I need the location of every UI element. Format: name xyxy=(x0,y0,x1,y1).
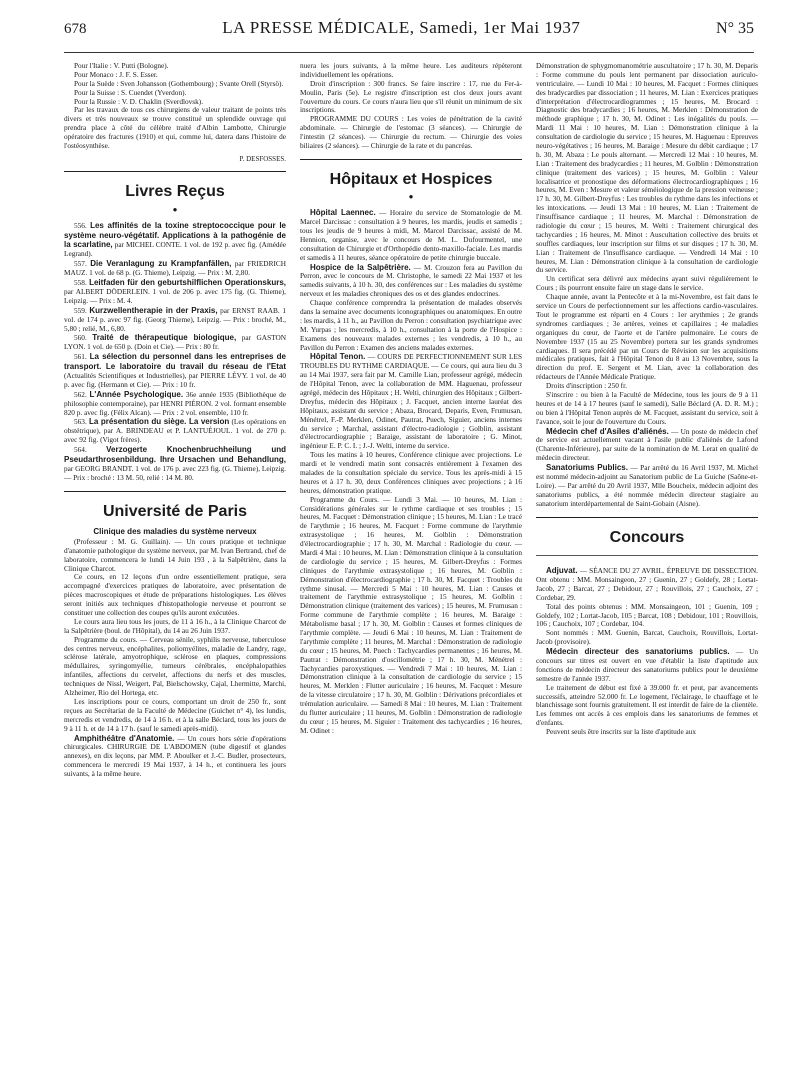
book-title: Leitfaden für den geburtshilflichen Operationskurs, xyxy=(89,278,286,288)
adjuvat-paragraph xyxy=(536,566,758,603)
book-entry xyxy=(64,333,286,352)
section-title-livres: Livres Reçus xyxy=(125,183,225,201)
sanadir-paragraph xyxy=(536,647,758,684)
paragraph: PROGRAMME DU COURS : Les voies de pénétration de la cavité abdominale. — Chirurgie de l'estomac (3 séances). — Chirurgie de l'intestin (2 séances). — Chirurgie du rectum. — Chirurgie des voies biliaires (2 séances). — Chirurgie de la rate et du pancréas. xyxy=(300,114,522,151)
book-title: Traité de thérapeutique biologique, xyxy=(92,333,237,343)
sanatoriums-heading: Sanatoriums Publics. xyxy=(546,463,628,473)
book-entry xyxy=(64,445,286,483)
asiles-heading: Médecin chef d'Asiles d'aliénés. xyxy=(546,426,669,436)
book-title: Kurzwellentherapie in der Praxis, xyxy=(89,305,218,315)
salpetriere-paragraph xyxy=(300,263,522,300)
book-title: Die Veranlagung zu Krampfanfällen, xyxy=(90,259,232,269)
laennec-paragraph xyxy=(300,208,522,262)
paragraph: S'inscrire : ou bien à la Faculté de Médecine, tous les jours de 9 à 11 heures et de 14 à 17 heures (sauf le samedi), Salle Béclard (A. D. R. M.) ; ou bien à l'Hôpital Tenon auprès de M. Facquet, assistant du service, soit à l'avance, soit le jour de l'ouverture du Cours. xyxy=(536,389,758,426)
section-divider xyxy=(536,555,758,556)
book-details: par ERNST RAAB. 1 vol. de 174 p. avec 97 fig. (Georg Thieme), Leipzig. — Prix : broché, M., 5,80 ; relié, M., 6,80. xyxy=(64,305,287,333)
paragraph: Droits d'inscription : 250 fr. xyxy=(546,381,627,391)
column-3 xyxy=(536,62,758,737)
amphi-heading: Amphithéâtre d'Anatomie. xyxy=(74,733,175,743)
section-divider xyxy=(64,491,286,492)
book-number: 564. xyxy=(74,445,87,455)
book-title: Verzogerte Knochenbruchheilung und Pseudarthrosenbildung. Ihre Ursachen und Behandlung, xyxy=(64,445,286,464)
book-title: L'Année Psychologique. xyxy=(89,389,184,399)
bullet-ornament: ● xyxy=(172,204,178,214)
clinique-paragraph: Le cours aura lieu tous les jours, de 11 à 16 h., à la Clinique Charcot de la Salpêtrière (boul. de l'Hôpital), du 14 au 26 Juin 1937. xyxy=(64,616,286,635)
section-title-universite: Université de Paris xyxy=(102,502,248,520)
paragraph: Le traitement de début est fixé à 39.000 fr. et peut, par avancements successifs, atteindre 52.000 fr. Le logement, l'éclairage, le chauffage et le blanchissage sont fournis gratuitement. Il est interdit de faire de la clientèle. Les femmes ont accès à ces emplois dans les sanatoriums de femmes et d'enfants. xyxy=(536,682,758,728)
book-details: par ALBERT DÖDERLEIN. 1 vol. de 206 p. avec 175 fig. (G. Thieme), Leipzig. — Prix : M. 4. xyxy=(64,286,286,305)
bullet-ornament: ● xyxy=(408,192,414,202)
tenon-heading: Hôpital Tenon. xyxy=(310,352,366,362)
tenon-text: — COURS DE PERFECTIONNEMENT SUR LES TROUBLES DU RYTHME CARDIAQUE. — Ce cours, qui aura lieu du 3 au 14 Mai 1937, sera fait par M. Camille Lian, professeur agrégé, médecin de l'Hôpital Tenon, avec la collaboration de MM. Haguenau, professeur agrégé, médecin des Hôpitaux ; H. Welti, chirurgien des Hôpitaux ; Gilbert-Dreyfus, médecin des Hôpitaux ; J. Facquet, ancien interne lauréat des Hôpitaux, assistant du service ; Abaza, Brocard, Deparis, Even, Frumusan, Ménétrel, F.-P. Merklen, Odinet, Pautrat, Puech, Siguier, anciens internes du service ; Marchal, assistant d'électro-radiologie ; Golblin, assistant d'électrocardiographie ; Baraige, assistant de laboratoire ; G. Minot, ingénieur E. P. C. I. ; J.-J. Welti, interne du service. xyxy=(300,352,522,451)
sanadir-text: — Un concours sur titres est ouvert en vue d'établir la liste d'aptitude aux fonctions de médecin directeur des sanatoriums publics pour le deuxième semestre de l'année 1937. xyxy=(536,647,758,683)
adjuvat-heading: Adjuvat. xyxy=(546,566,578,576)
journal-title: LA PRESSE MÉDICALE, Samedi, 1er Mai 1937 xyxy=(222,18,581,37)
column-2 xyxy=(300,62,522,736)
amphi-text: — Un cours hors série d'opérations chirurgicales. CHIRURGIE DE L'ABDOMEN (tube digestif et glandes annexes), en dix leçons, par MM. P. Aboulker et J.-C. Budler, prosecteurs, commencera le mercredi 19 Mai 1937, à 14 h., et continuera les jours suivants, à la même heure. xyxy=(64,733,287,779)
sanadir-heading: Médecin directeur des sanatoriums publics. xyxy=(546,647,730,657)
book-entry xyxy=(64,417,286,445)
intro-line: Pour la Suède : Sven Johansson (Gothembourg) ; Svante Orell (Styrsö). xyxy=(74,78,284,88)
book-number: 557. xyxy=(74,259,87,269)
book-title: Les affinités de la toxine streptococcique pour le système neuro-végétatif. Applications à la pathogénie de la scarlatine, xyxy=(64,220,286,250)
section-divider xyxy=(300,159,522,160)
section-title-concours: Concours xyxy=(609,528,685,546)
issue-number: N° 35 xyxy=(716,20,754,37)
laennec-text: — Horaire du service de Stomatologie de M. Marcel Darcissac : consultation à 9 heures, les mardis, jeudis et samedis ; tous les jeudis de 9 heures à midi, M. Marcel Darcissac, assisté de M. Hennion, organise, avec le concours de M. L. Dufourmentel, une consultation de Chirurgie et d'Orthopédie dento-maxillo-faciale. Les mardis et samedis à 11 heures, séance opératoire de petite chirurgie buccale. xyxy=(300,208,523,262)
book-details: par FRIEDRICH MAUZ. 1 vol. de 68 p. (G. Thieme), Leipzig. — Prix : M. 2,80. xyxy=(64,259,287,278)
clinique-paragraph: Les inscriptions pour ce cours, comportant un droit de 250 fr., sont reçues au Secrétariat de la Faculté de Médecine (Guichet n° 4), les lundis, mercredis et vendredis, de 14 à 16 h. et à la salle Béclard, tous les jours de 9 à 11 h. et de 14 à 17 h. (sauf le samedi après-midi). xyxy=(64,696,286,733)
book-details: (Les opérations en obstétrique), par A. BRINDEAU et P. LANTUÉJOUL. 1 vol. de 270 p. avec 92 fig. (Vigot frères). xyxy=(64,417,286,445)
book-entry xyxy=(64,278,286,306)
clinique-paragraph: Ce cours, en 12 leçons d'un ordre essentiellement pratique, sera accompagné d'exercices pratiques de laboratoire, avec présentation de pièces macroscopiques et étude de préparations histologiques. Les élèves seront initiés aux techniques d'histopathologie nerveuse et pourront se constituer une collection des coupes qu'ils auront exécutées. xyxy=(64,572,286,618)
book-title: La sélection du personnel dans les entreprises de transport. Le laboratoire du travail du réseau de l'Etat xyxy=(64,352,287,372)
paragraph: Peuvent seuls être inscrits sur la liste d'aptitude aux xyxy=(546,727,697,737)
intro-line: Pour la Russie : V. D. Chaklin (Sverdlovsk). xyxy=(74,96,204,106)
book-entry xyxy=(64,259,286,278)
tenon-paragraph xyxy=(300,352,522,451)
book-entry xyxy=(64,352,286,390)
section-divider xyxy=(64,171,286,172)
page-header xyxy=(64,18,754,53)
book-number: 562. xyxy=(74,389,87,399)
sanatoriums-paragraph xyxy=(536,463,758,508)
book-number: 556. xyxy=(74,220,87,230)
salpetriere-heading: Hospice de la Salpêtrière. xyxy=(310,262,411,272)
sanatoriums-text: — Par arrêté du 16 Avril 1937, M. Michel est nommé médecin-adjoint au Sanatorium public de La Guiche (Saône-et-Loire). — Par arrêté du 20 Avril 1937, Mlle Boucheix, médecin adjoint des sanatoriums publics, a été nommée médecin directeur stagiaire au sanatorium interdépartemental de Saint-Gobain (Aisne). xyxy=(536,463,759,508)
paragraph: Un certificat sera délivré aux médecins ayant suivi régulièrement le Cours ; ils pourront ensuite faire un stage dans le service. xyxy=(536,274,758,293)
paragraph: Chaque conférence comprendra la présentation de malades observés dans la semaine avec documents iconographiques ou anatomiques. En outre : les mardis, à 11 h., au Pavillon du Perron : consultation psychiatrique avec M. Yurpas ; les mercredis, à 10 h., consultation à la porte de l'Hospice : Examens des nouveaux malades externes ; les vendredis, à 10 h., au Pavillon du Perron : Examen des anciens malades externes. xyxy=(300,298,522,352)
book-details: 36e année 1935 (Bibliothèque de philosophie contemporaine), par HENRI PIÉRON. 2 vol. formant ensemble 820 p. avec fig. (Félix Alcan). — Prix : 2 vol. ensemble, 110 fr. xyxy=(64,389,287,417)
section-divider xyxy=(536,517,758,518)
signature: P. DESFOSSES. xyxy=(239,154,286,163)
paragraph: Total des points obtenus : MM. Monsaingeon, 101 ; Guenin, 109 ; Goldefy, 102 ; Lortat-Jacob, 105 ; Barcat, 108 ; Debidour, 101 ; Rouvillois, 106 ; Cauchoix, 107 ; Cordebar, 104. xyxy=(536,601,758,629)
intro-line: Pour la Suisse : S. Cuendet (Yverdon). xyxy=(74,87,187,97)
paragraph: Programme du Cours. — Lundi 3 Mai. — 10 heures, M. Lian : Considérations générales sur le rythme cardiaque et ses troubles ; 15 heures, M. Facquet : Démonstration clinique ; 15 heures, M. Lian : Le tracé de l'arythmie ; 16 heures, M. Facquet : Forme commune de l'arythmie extrasystolique ; 16 heures, M. Golblin : Démonstration d'électrocardiographie ; 17 h. 30, M. Marchal : Radiologie du cœur. — Mardi 4 Mai : 10 heures, M. Lian : Démonstration clinique à la consultation de cardiologie du service ; 15 heures, M. Gilbert-Dreyfus : Formes cliniques de l'arythmie extrasystolique ; 16 heures, M. Golblin : Démonstration d'électrocardiographie ; 17 h. 30, M. Facquet : Troubles du rythme sinusal. — Mercredi 5 Mai : 10 heures, M. Lian : Causes et traitement de l'arythmie extrasystolique ; 15 heures, M. Golblin : Démonstration clinique (traitement des varices) ; 15 heures, M. Frumusan : Forme commune de l'arythmie complète ; 16 heures, M. Baraige : Métabolisme basal ; 17 h. 30, M. Golblin : Causes et formes cliniques de l'arythmie complète. — Jeudi 6 Mai : 10 heures, M. Lian : Traitement de l'arythmie complète ; 11 heures, M. Marchal : Démonstration de radiologie du cœur ; 15 heures, M. Puech : Tachycardies permanentes ; 16 heures, M. Pautrat : Démonstration d'oscillométrie ; 17 h. 30, M. Ménétrel : Tachycardies paroxystiques. — Vendredi 7 Mai : 10 heures, M. Lian : Démonstration clinique à la consultation de cardiologie du service ; 15 heures, M. Merklen : Flutter auriculaire ; 16 heures, M. Facquet : Mesure de la vitesse circulatoire ; 17 h. 30, M. Golblin : Dérivations précordiales et trémulation auriculaire. — Samedi 8 Mai : 10 heures, M. Lian : Traitement du flutter auriculaire ; 11 heures, M. Golblin : Démonstration de radiologie du cœur ; 15 heures, M. Siguier : Traitement des tachycardies ; 16 heures, M. Odinet : xyxy=(300,494,522,735)
book-entry xyxy=(64,306,286,334)
book-title: La présentation du siège. La version xyxy=(88,417,230,427)
paragraph: Chaque année, avant la Pentecôte et à la mi-Novembre, est fait dans le service un Cours de perfectionnement sur les affections cardio-vasculaires. Tout le programme est réparti en 4 Cours : 1er arythmies ; 2e grands syndromes cardiaques ; 3e artères, veines et capillaires ; 4e maladies organiques du cœur, de l'aorte et de l'artère pulmonaire. Le cours de Novembre 1937 (15 au 25 Novembre) portera sur les grands syndromes cardiaques. Il sera précédé par un Cours de Révision sur les acquisitions médicales pratiques, fait à l'Hôpital Tenon du 8 au 13 Novembre, sous la direction du prof. E. Sergent et M. Lian, avec la collaboration des rédacteurs de l'Année Médicale Pratique. xyxy=(536,292,758,382)
paragraph: Tous les matins à 10 heures, Conférence clinique avec projections. Le mardi et le vendredi matin sont consacrés entièrement à l'examen des malades de la consultation spéciale du service. Tous les après-midi à 15 heures et à 17 h. 30, deux Conférences cliniques avec projections ; à 16 heures, démonstration pratique. xyxy=(300,450,522,495)
salpetriere-text: — M. Crouzon fera au Pavillon du Perron, avec le concours de M. Christophe, le samedi 22 Mai 1937 et les samedis suivants, à 10 h. 30, des conférences sur : Les maladies du système nerveux et les maladies chroniques des os et des glandes endocrines. xyxy=(300,262,523,299)
asiles-paragraph xyxy=(536,427,758,464)
book-list xyxy=(64,221,286,483)
paragraph: Sont nommés : MM. Guenin, Barcat, Cauchoix, Rouvillois, Lortat-Jacob (provisoire). xyxy=(536,628,758,647)
intro-list xyxy=(64,62,286,106)
clinique-paragraph: (Professeur : M. G. Guillain). — Un cours pratique et technique d'anatomie pathologique du système nerveux, par M. Ivan Bertrand, chef de laboratoire, commencera le lundi 14 Juin 193 , à la Salpêtrière, dans la Clinique Charcot. xyxy=(64,536,286,573)
book-entry xyxy=(64,221,286,260)
asiles-text: — Un poste de médecin chef de service est actuellement vacant à l'asile public d'aliénés de Lafond (Charente-Inférieure), par suite de la nomination de M. Lerat en qualité de médecin directeur. xyxy=(536,426,758,463)
amphi-paragraph xyxy=(64,734,286,779)
book-entry xyxy=(64,390,286,418)
column-1 xyxy=(64,62,286,779)
intro-line: Pour l'Italie : V. Putti (Bologne). xyxy=(74,61,169,70)
book-details: par MICHEL CONTE. 1 vol. de 192 p. avec fig. (Amédée Legrand). xyxy=(64,240,286,259)
adjuvat-text: — SÉANCE DU 27 AVRIL. ÉPREUVE DE DISSECTION. Ont obtenu : MM. Monsaingeon, 27 ; Guenin, 27 ; Goldefy, 28 ; Lortat-Jacob, 27 ; Barcat, 27 ; Debidour, 27 ; Rouvillois, 27 ; Cauchoix, 27 ; Cordebar, 29. xyxy=(536,566,758,602)
page-number: 678 xyxy=(64,21,87,37)
intro-paragraph: Par les travaux de tous ces chirurgiens de valeur traitant de points très divers et très nouveaux se trouve constitué un splendide ouvrage qui prendra place à côté du célèbre traité d'Albin Lambotte, Chirurgie opératoire des fractures (1910) et qui, comme lui, datera dans l'histoire de l'ostéosynthèse. xyxy=(64,105,286,151)
book-number: 561. xyxy=(74,352,87,362)
laennec-heading: Hôpital Laennec. xyxy=(310,208,376,218)
book-details: (Actualités Scientifiques et Industrielles), par PIERRE LÉVY. 1 vol. de 40 p. avec fig. (Hermann et Cie). — Prix : 10 fr. xyxy=(64,370,286,389)
paragraph: nuera les jours suivants, à la même heure. Les auditeurs répèteront individuellement les opérations. xyxy=(300,61,522,79)
paragraph: Droit d'inscription : 300 francs. Se faire inscrire : 17, rue du Fer-à-Moulin, Paris (5e). Le registre d'inscription est clos deux jours avant l'ouverture du cours. Ce cours n'aura lieu que s'il réunit un minimum de six inscriptions. xyxy=(300,78,522,115)
book-details: par GASTON LYON. 1 vol. de 650 p. (Doin et Cie). — Prix : 80 fr. xyxy=(64,333,286,352)
book-number: 563. xyxy=(74,417,87,427)
book-details: par GEORG BRANDT. 1 vol. de 176 p. avec 223 fig. (G. Thieme), Leipzig. — Prix : broché : 13 M. 50, relié : 14 M. 80. xyxy=(64,463,286,482)
intro-line: Pour Monaco : J. F. S. Esser. xyxy=(74,69,158,79)
section-title-hopitaux: Hôpitaux et Hospices xyxy=(329,170,493,188)
book-number: 559. xyxy=(74,305,87,315)
book-number: 558. xyxy=(74,278,87,288)
clinique-heading: Clinique des maladies du système nerveux xyxy=(93,527,257,537)
book-number: 560. xyxy=(74,333,87,343)
paragraph: Démonstration de sphygmomanométrie auscultatoire ; 17 h. 30, M. Deparis : Forme commune du pouls lent permanent par dissociation auriculo-ventriculaire. — Lundi 10 Mai : 10 heures, M. Facquet : Formes cliniques des bradycardies par dissociation ; 11 heures, M. Lian : Exercices pratiques d'interprétation d'électrocardiogrammes ; 15 heures, M. Brocard : Diagnostic des bradycardies ; 16 heures, M. Merklen : Démonstration de méthode graphique ; 17 h. 30, M. Odinet : Les inégalités du pouls. — Mardi 11 Mai : 10 heures, M. Lian : Démonstration clinique à la consultation de cardiologie du service ; 15 heures, M. Haguenau : Epreuves neuro-végétatives ; 16 heures, M. Baraige : Mesure du débit cardiaque ; 17 h. 30, M. Abaza : Le pouls alternant. — Mercredi 12 Mai : 10 heures, M. Lian : Traitement des bradycardies ; 11 heures, M. Golblin : Démonstration clinique (traitement des varices) ; 15 heures, M. Golblin : Valeur localisatrice et pronostique des déformations électrocardiographiques ; 16 heures, M. Even : Mesure et valeur séméiologique de la pression veineuse ; 17 h. 30, M. Gilbert-Dreyfus : Les troubles du rythme dans les infections et les intoxications. — Jeudi 13 Mai : 10 heures, M. Lian : Traitement de l'insuffisance cardiaque ; 11 heures, M. Marchal : Démonstration de radiologie du cœur ; 15 heures, M. Welti : Traitement chirurgical des tachycardies ; 16 heures, M. Minot : Auscultation collective des bruits et souffles cardiaques, leur inscription sur films et sur disques ; 17 h. 30, M. Lian : Traitement de l'insuffisance cardiaque. — Vendredi 14 Mai : 10 heures, M. Lian : Démonstration clinique à la consultation de cardiologie du service. xyxy=(536,61,758,275)
clinique-paragraph: Programme du cours. — Cerveau sénile, syphilis nerveuse, tuberculose des centres nerveux, encéphalites, poliomyélites, maladie de Landry, rage, sclérose latérale, amyotrophique, sclérose en plaques, compressions médullaires, syringomyélie, tumeurs cérébrales, encéphalopathies infantiles, affections du cervelet, affections du nerfs et des muscles, techniques de Nissl, Weigert, Pal, Bielschowsky, Cajal, Lhermitte, Marchi, Alzheimer, Rio del Hortega, etc. xyxy=(64,634,286,698)
